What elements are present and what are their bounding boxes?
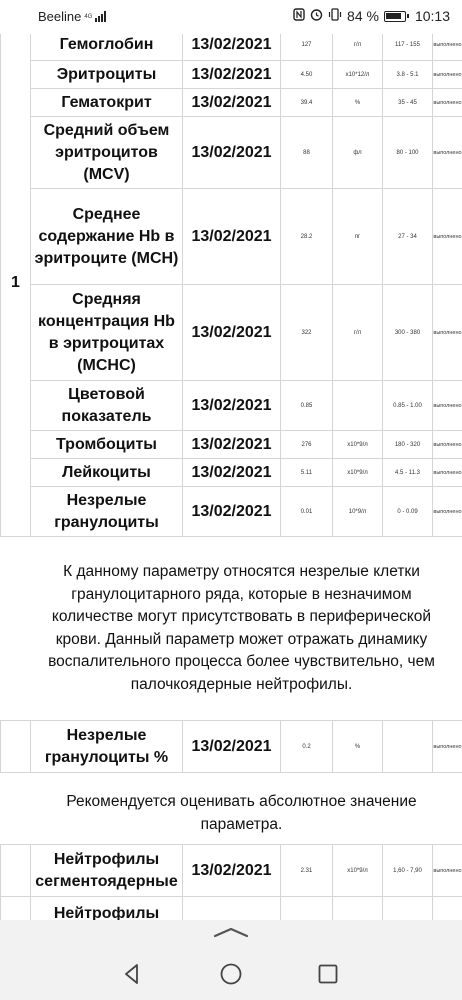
test-status: выполнено bbox=[433, 117, 462, 189]
results-table bbox=[0, 34, 462, 920]
test-name: Средняя концентрация Hb в эритроцитах (MCHC) bbox=[31, 285, 183, 381]
test-value: 2.31 bbox=[281, 845, 333, 897]
test-unit: 10*9/л bbox=[333, 487, 383, 537]
battery-icon bbox=[384, 11, 406, 22]
test-unit: х10*9/л bbox=[333, 431, 383, 459]
table-row bbox=[1, 487, 462, 537]
test-date: 13/02/2021 bbox=[183, 189, 281, 285]
test-reference: 4.5 - 11.3 bbox=[383, 459, 433, 487]
test-value: 322 bbox=[281, 285, 333, 381]
table-row bbox=[1, 117, 462, 189]
test-unit: х10*12/л bbox=[333, 61, 383, 89]
test-value: 4.50 bbox=[281, 61, 333, 89]
test-name: Эритроциты bbox=[31, 61, 183, 89]
status-left bbox=[38, 9, 106, 24]
test-status: выполнено bbox=[433, 189, 462, 285]
test-reference: 0.85 - 1.00 bbox=[383, 381, 433, 431]
home-icon[interactable] bbox=[219, 962, 243, 986]
signal-icon bbox=[95, 11, 106, 22]
network-type: 4G bbox=[84, 13, 93, 20]
table-row bbox=[1, 897, 462, 921]
test-unit: фл bbox=[333, 117, 383, 189]
table-row bbox=[1, 189, 462, 285]
test-value: 0.85 bbox=[281, 381, 333, 431]
test-date: 13/02/2021 bbox=[183, 285, 281, 381]
test-reference: 300 - 380 bbox=[383, 285, 433, 381]
test-name: Нейтрофилы bbox=[31, 897, 183, 921]
test-status: выполнено bbox=[433, 721, 462, 773]
test-date: 13/02/2021 bbox=[183, 431, 281, 459]
vibrate-icon bbox=[328, 8, 342, 24]
test-unit: г/л bbox=[333, 34, 383, 61]
test-name: Среднее содержание Hb в эритроците (MCH) bbox=[31, 189, 183, 285]
test-date: 13/02/2021 bbox=[183, 117, 281, 189]
table-row bbox=[1, 34, 462, 61]
test-reference: 1,60 - 7,90 bbox=[383, 845, 433, 897]
table-row bbox=[1, 845, 462, 897]
test-name: Гемоглобин bbox=[31, 34, 183, 61]
table-row bbox=[1, 431, 462, 459]
test-date: 13/02/2021 bbox=[183, 381, 281, 431]
test-reference: 27 - 34 bbox=[383, 189, 433, 285]
test-name: Нейтрофилы сегментоядерные bbox=[31, 845, 183, 897]
battery-percent: 84 % bbox=[347, 8, 379, 24]
test-unit: г/л bbox=[333, 285, 383, 381]
test-status: выполнено bbox=[433, 285, 462, 381]
test-name: Незрелые гранулоциты % bbox=[31, 721, 183, 773]
test-status: выполнено bbox=[433, 89, 462, 117]
carrier-label: Beeline bbox=[38, 9, 82, 24]
test-reference: 3.8 - 5.1 bbox=[383, 61, 433, 89]
test-date: 13/02/2021 bbox=[183, 34, 281, 61]
description-row bbox=[1, 537, 462, 721]
test-reference: 117 - 155 bbox=[383, 34, 433, 61]
test-value: 5.11 bbox=[281, 459, 333, 487]
test-date: 13/02/2021 bbox=[183, 459, 281, 487]
test-reference: 180 - 320 bbox=[383, 431, 433, 459]
test-date: 13/02/2021 bbox=[183, 487, 281, 537]
table-row bbox=[1, 61, 462, 89]
row-number-empty bbox=[1, 897, 31, 921]
test-unit: % bbox=[333, 89, 383, 117]
test-name: Гематокрит bbox=[31, 89, 183, 117]
test-reference: 35 - 45 bbox=[383, 89, 433, 117]
test-status-empty bbox=[433, 897, 462, 921]
test-unit bbox=[333, 381, 383, 431]
test-status: выполнено bbox=[433, 487, 462, 537]
table-row bbox=[1, 381, 462, 431]
test-name: Лейкоциты bbox=[31, 459, 183, 487]
alarm-icon bbox=[310, 8, 323, 24]
swipe-up-icon[interactable] bbox=[212, 925, 250, 939]
status-bar bbox=[0, 0, 462, 34]
test-value: 127 bbox=[281, 34, 333, 61]
test-name: Средний объем эритроцитов (MCV) bbox=[31, 117, 183, 189]
table-row bbox=[1, 459, 462, 487]
test-reference-empty bbox=[383, 897, 433, 921]
test-reference: 0 - 0.09 bbox=[383, 487, 433, 537]
status-right bbox=[293, 8, 450, 24]
row-number-empty bbox=[1, 721, 31, 773]
test-status: выполнено bbox=[433, 845, 462, 897]
test-status: выполнено bbox=[433, 61, 462, 89]
test-date: 13/02/2021 bbox=[183, 89, 281, 117]
test-reference: 80 - 100 bbox=[383, 117, 433, 189]
test-status: выполнено bbox=[433, 34, 462, 61]
recents-icon[interactable] bbox=[317, 963, 339, 985]
back-icon[interactable] bbox=[120, 962, 144, 986]
test-reference bbox=[383, 721, 433, 773]
table-row bbox=[1, 721, 462, 773]
test-unit: х10*9/л bbox=[333, 845, 383, 897]
test-value: 0.01 bbox=[281, 487, 333, 537]
parameter-note: Рекомендуется оценивать абсолютное значение параметра. bbox=[66, 793, 417, 833]
test-value: 88 bbox=[281, 117, 333, 189]
test-status: выполнено bbox=[433, 459, 462, 487]
test-unit: пг bbox=[333, 189, 383, 285]
description-row bbox=[1, 773, 462, 845]
table-row bbox=[1, 285, 462, 381]
test-name: Тромбоциты bbox=[31, 431, 183, 459]
test-value: 28.2 bbox=[281, 189, 333, 285]
test-date: 13/02/2021 bbox=[183, 721, 281, 773]
parameter-note: К данному параметру относятся незрелые клетки гранулоцитарного ряда, которые в незначимом количестве могут присутствовать в периферической крови. Данный параметр может отражать динамику воспалительного процесса более чувствительно, чем палочкоядерные нейтрофилы. bbox=[48, 563, 435, 693]
test-date: 13/02/2021 bbox=[183, 61, 281, 89]
test-value: 39.4 bbox=[281, 89, 333, 117]
clock: 10:13 bbox=[414, 8, 450, 24]
nfc-icon bbox=[293, 8, 305, 24]
test-name: Цветовой показатель bbox=[31, 381, 183, 431]
test-name: Незрелые гранулоциты bbox=[31, 487, 183, 537]
test-unit: % bbox=[333, 721, 383, 773]
test-value: 0.2 bbox=[281, 721, 333, 773]
table-row bbox=[1, 89, 462, 117]
test-unit-empty bbox=[333, 897, 383, 921]
results-scroll-area[interactable] bbox=[0, 34, 462, 920]
test-date: 13/02/2021 bbox=[183, 845, 281, 897]
test-unit: х10*9/л bbox=[333, 459, 383, 487]
test-status: выполнено bbox=[433, 431, 462, 459]
test-value-empty bbox=[281, 897, 333, 921]
test-value: 276 bbox=[281, 431, 333, 459]
test-date-empty bbox=[183, 897, 281, 921]
row-number: 1 bbox=[1, 34, 31, 537]
row-number-empty bbox=[1, 845, 31, 897]
test-status: выполнено bbox=[433, 381, 462, 431]
